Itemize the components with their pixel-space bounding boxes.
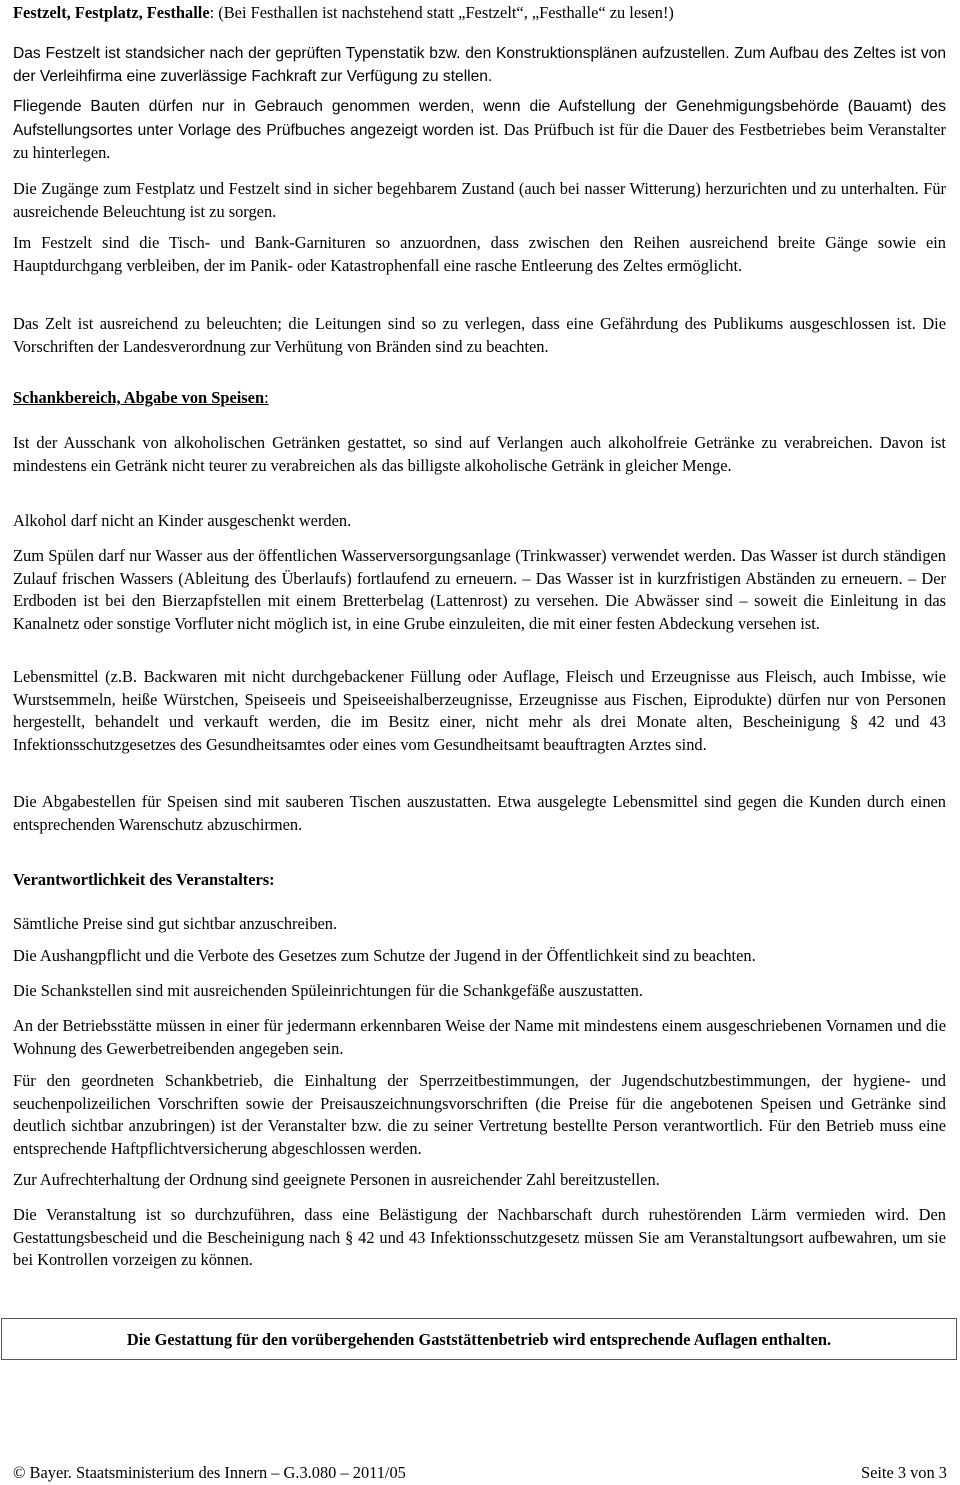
section-heading-verantwortlichkeit xyxy=(13,869,946,892)
paragraph: Zur Aufrechterhaltung der Ordnung sind geeignete Personen in ausreichender Zahl bereitzustellen. xyxy=(13,1170,660,1189)
paragraph xyxy=(13,96,946,166)
paragraph: Sämtliche Preise sind gut sichtbar anzuschreiben. xyxy=(13,914,338,933)
heading-text: Verantwortlichkeit des Veranstalters: xyxy=(13,870,275,889)
paragraph: Die Veranstaltung ist so durchzuführen, dass eine Belästigung der Nachbarschaft durch ruhestörenden Lärm vermieden wird. Den Gestattungsbescheid und die Bescheinigung nach § 42 und 43 Infektionsschutzgesetz müssen Sie am Veranstaltungsort aufbewahren, um sie bei Kontrollen vorzeigen zu können. xyxy=(13,1205,946,1270)
section-schank-heading-line xyxy=(13,387,946,410)
notice-text: Die Gestattung für den vorübergehenden Gaststättenbetrieb wird entsprechende Auflagen enthalten. xyxy=(126,1330,832,1349)
paragraph: Zum Spülen darf nur Wasser aus der öffentlichen Wasserversorgungsanlage (Trinkwasser) verwendet werden. Das Wasser ist durch ständigen Zulauf frischen Wassers (Ableitung des Überlaufs) fortlaufend zu erneuern. – Das Wasser ist in kurzfristigen Abständen zu erneuern. – Der Erdboden ist bei den Bierzapfstellen mit einem Bretterbelag (Lattenrost) zu versehen. Die Abwässer sind – soweit die Einleitung in das Kanalnetz oder sonstige Vorfluter nicht möglich ist, in eine Grube einzuleiten, die mit einer festen Abdeckung versehen ist. xyxy=(13,546,946,633)
paragraph: Die Schankstellen sind mit ausreichenden Spüleinrichtungen für die Schankgefäße auszustatten. xyxy=(13,981,643,1000)
paragraph: Die Aushangpflicht und die Verbote des Gesetzes zum Schutze der Jugend in der Öffentlichkeit sind zu beachten. xyxy=(13,946,756,965)
paragraph: Die Abgabestellen für Speisen sind mit sauberen Tischen auszustatten. Etwa ausgelegte Lebensmittel sind gegen die Kunden durch einen entsprechenden Warenschutz abzuschirmen. xyxy=(13,792,946,834)
footer-left: © Bayer. Staatsministerium des Innern – G.3.080 – 2011/05 xyxy=(13,1463,406,1482)
notice-box xyxy=(1,1318,957,1360)
paragraph: Ist der Ausschank von alkoholischen Getränken gestattet, so sind auf Verlangen auch alkoholfreie Getränke zu verabreichen. Davon ist mindestens ein Getränk nicht teurer zu verabreichen als das billigste alkoholische Getränk in gleicher Menge. xyxy=(13,433,946,475)
paragraph: An der Betriebsstätte müssen in einer für jedermann erkennbaren Weise der Name mit mindestens einem ausgeschriebenen Vornamen und die Wohnung des Gewerbetreibenden angegeben sein. xyxy=(13,1016,946,1058)
paragraph: Die Zugänge zum Festplatz und Festzelt sind in sicher begehbarem Zustand (auch bei nasser Witterung) herzurichten und zu unterhalten. Für ausreichende Beleuchtung ist zu sorgen. xyxy=(13,179,946,221)
paragraph: Lebensmittel (z.B. Backwaren mit nicht durchgebackener Füllung oder Auflage, Fleisch und Erzeugnisse aus Fleisch, auch Imbisse, wie Wurstsemmeln, heiße Würstchen, Speiseeis und Speiseeishalberzeugnisse, Erzeugnisse aus Fischen, Eiprodukte) dürfen nur von Personen hergestellt, behandelt und verkauft werden, die im Besitz einer, nicht mehr als drei Monate alten, Bescheinigung § 42 und 43 Infektionsschutzgesetzes des Gesundheitsamtes oder eines vom Gesundheitsamt beauftragten Arztes sind. xyxy=(13,667,946,754)
heading-colon: : xyxy=(264,388,269,407)
paragraph: Für den geordneten Schankbetrieb, die Einhaltung der Sperrzeitbestimmungen, der Jugendschutzbestimmungen, der hygiene- und seuchenpolizeilichen Vorschriften sowie der Preisauszeichnungsvorschriften (die Preise für die angebotenen Speisen und Getränke sind deutlich sichtbar anzubringen) ist der Veranstalter bzw. die zu seiner Vertretung bestellte Person verantwortlich. Für den Betrieb muss eine entsprechende Haftpflichtversicherung abgeschlossen werden. xyxy=(13,1071,946,1158)
section-festzelt-heading-line xyxy=(13,2,946,25)
paragraph: Im Festzelt sind die Tisch- und Bank-Garnituren so anzuordnen, dass zwischen den Reihen ausreichend breite Gänge sowie ein Hauptdurchgang verbleiben, der im Panik- oder Katastrophenfall eine rasche Entleerung des Zeltes ermöglicht. xyxy=(13,233,946,275)
paragraph-part: Fliegende Bauten dürfen nur in Gebrauch genommen werden, wenn die Aufstellung der Genehmigungsbehörde (Bauamt) des Aufstellungsortes unter Vorlage des Prüfbuches angezeigt worden ist. xyxy=(13,98,946,139)
page-footer xyxy=(13,1462,947,1484)
section-heading-festzelt: Festzelt, Festplatz, Festhalle xyxy=(13,3,210,22)
paragraph: Das Zelt ist ausreichend zu beleuchten; die Leitungen sind so zu verlegen, dass eine Gefährdung des Publikums ausgeschlossen ist. Die Vorschriften der Landesverordnung zur Verhütung von Bränden sind zu beachten. xyxy=(13,314,946,356)
section-heading-schankbereich: Schankbereich, Abgabe von Speisen xyxy=(13,388,265,407)
paragraph-part: Das Prüfbuch ist für die Dauer des Festbetriebes beim Veranstalter zu hinterlegen. xyxy=(13,119,946,163)
paragraph: Alkohol darf nicht an Kinder ausgeschenkt werden. xyxy=(13,511,352,530)
page-number: Seite 3 von 3 xyxy=(860,1463,947,1482)
paragraph: Das Festzelt ist standsicher nach der geprüften Typenstatik bzw. den Konstruktionsplänen aufzustellen. Zum Aufbau des Zeltes ist von der Verleihfirma eine zuverlässige Fachkraft zur Verfügung zu stellen. xyxy=(13,45,946,85)
heading-note: : (Bei Festhallen ist nachstehend statt „Festzelt“, „Festhalle“ zu lesen!) xyxy=(209,3,674,22)
